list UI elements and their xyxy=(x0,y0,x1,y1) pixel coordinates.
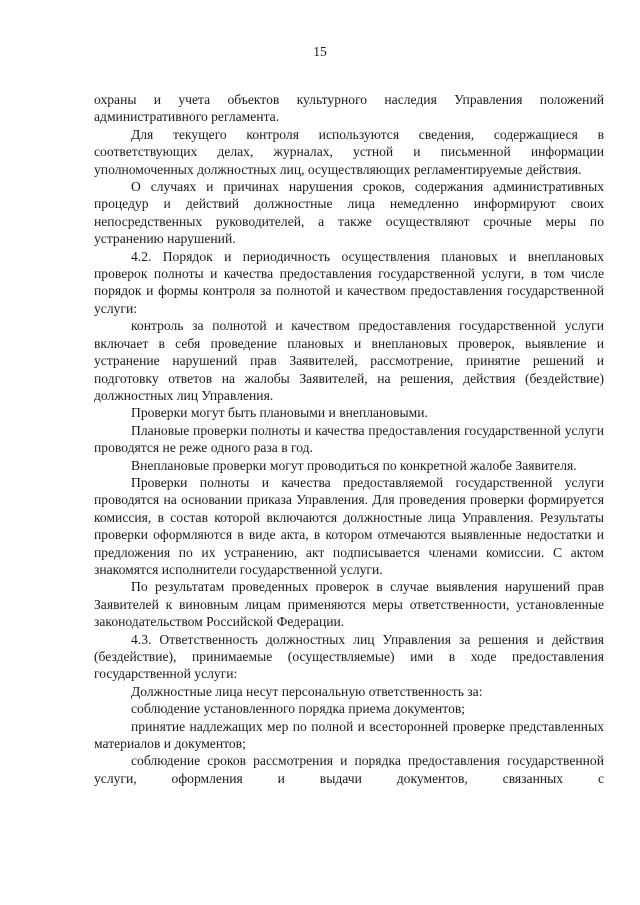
paragraph: По результатам проведенных проверок в случае выявления нарушений прав Заявителей к виновным лицам применяются меры ответственности, установленные законодательством Российской Федерации. xyxy=(94,579,604,630)
page-number: 15 xyxy=(313,44,327,59)
paragraph: контроль за полнотой и качеством предоставления государственной услуги включает в себя проведение плановых и внеплановых проверок, выявление и устранение нарушений прав Заявителей, рассмотрение, принятие решений и подготовку ответов на жалобы Заявителей, на решения, действия (бездействие) должностных лиц Управления. xyxy=(94,318,604,403)
paragraph: 4.3. Ответственность должностных лиц Управления за решения и действия (бездействие), принимаемые (осуществляемые) ими в ходе предоставления государственной услуги: xyxy=(94,631,604,682)
paragraph: 4.2. Порядок и периодичность осуществления плановых и внеплановых проверок полноты и качества предоставления государственной услуги, в том числе порядок и формы контроля за полнотой и качеством предоставления государственной услуги: xyxy=(94,248,604,316)
paragraph: Внеплановые проверки могут проводиться по конкретной жалобе Заявителя. xyxy=(131,457,577,473)
paragraph: охраны и учета объектов культурного наследия Управления положений административного регламента. xyxy=(94,92,604,125)
paragraph: О случаях и причинах нарушения сроков, содержания административных процедур и действий должностные лица немедленно информируют своих непосредственных руководителей, а также осуществляют срочные меры по устранению нарушений. xyxy=(94,179,604,247)
paragraph: Проверки полноты и качества предоставляемой государственной услуги проводятся на основании приказа Управления. Для проведения проверки формируется комиссия, в состав которой включаются должностные лица Управления. Результаты проверки оформляются в виде акта, в котором отмечаются выявленные недостатки и предложения по их устранению, акт подписывается членами комиссии. С актом знакомятся исполнители государственной услуги. xyxy=(94,474,604,577)
paragraph: Плановые проверки полноты и качества предоставления государственной услуги проводятся не реже одного раза в год. xyxy=(94,422,604,456)
paragraph: Должностные лица несут персональную ответственность за: xyxy=(131,683,483,699)
paragraph: соблюдение сроков рассмотрения и порядка предоставления государственной услуги, оформления и выдачи документов, связанных с xyxy=(94,753,604,786)
paragraph: принятие надлежащих мер по полной и всесторонней проверке представленных материалов и документов; xyxy=(94,718,604,752)
document-body xyxy=(94,91,604,787)
paragraph: Проверки могут быть плановыми и внеплановыми. xyxy=(131,405,428,421)
paragraph: соблюдение установленного порядка приема документов; xyxy=(131,701,466,717)
paragraph: Для текущего контроля используются сведения, содержащиеся в соответствующих делах, журналах, устной и письменной информации уполномоченных должностных лиц, осуществляющих регламентируемые действия. xyxy=(94,126,604,177)
